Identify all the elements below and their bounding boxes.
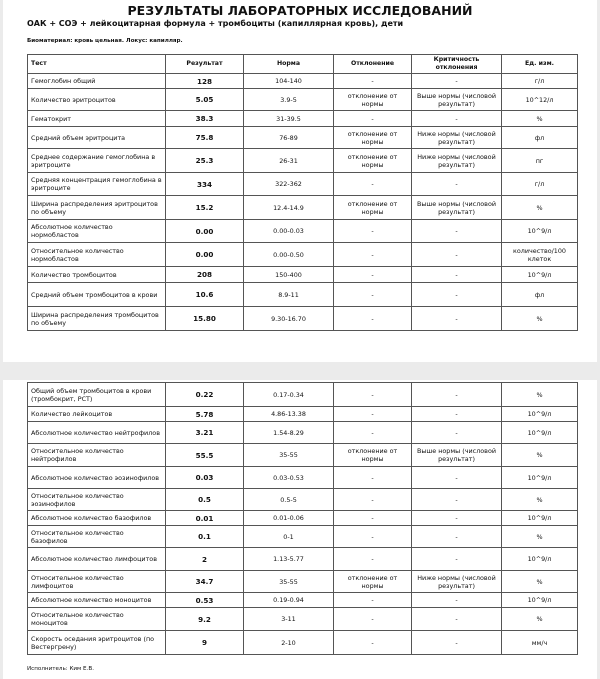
cell-result: 25.3 — [166, 149, 244, 173]
col-header-result: Результат — [166, 55, 244, 74]
results-table-page-1 — [27, 54, 578, 331]
cell-unit: % — [502, 111, 578, 127]
cell-unit: % — [502, 571, 578, 593]
cell-unit: г/л — [502, 74, 578, 89]
cell-unit: 10^9/л — [502, 467, 578, 489]
cell-deviation: - — [334, 111, 412, 127]
cell-test: Ширина распределения тромбоцитов по объему — [28, 307, 166, 331]
cell-norm: 322-362 — [244, 173, 334, 196]
cell-criticality: - — [412, 74, 502, 89]
cell-norm: 0.17-0.34 — [244, 383, 334, 407]
cell-unit: 10^12/л — [502, 89, 578, 111]
cell-unit: 10^9/л — [502, 548, 578, 571]
table-row — [28, 526, 578, 548]
cell-result: 55.5 — [166, 444, 244, 467]
cell-deviation: - — [334, 267, 412, 283]
table-row — [28, 243, 578, 267]
cell-deviation: - — [334, 74, 412, 89]
cell-result: 38.3 — [166, 111, 244, 127]
cell-norm: 35-55 — [244, 444, 334, 467]
cell-test: Абсолютное количество нейтрофилов — [28, 422, 166, 444]
cell-result: 9.2 — [166, 608, 244, 631]
cell-norm: 3.9-5 — [244, 89, 334, 111]
cell-norm: 1.13-5.77 — [244, 548, 334, 571]
cell-criticality: - — [412, 173, 502, 196]
cell-test: Средний объем тромбоцитов в крови — [28, 283, 166, 307]
cell-criticality: - — [412, 267, 502, 283]
cell-criticality: Выше нормы (числовой результат) — [412, 89, 502, 111]
cell-result: 128 — [166, 74, 244, 89]
cell-result: 5.05 — [166, 89, 244, 111]
cell-criticality: - — [412, 608, 502, 631]
cell-test: Количество лейкоцитов — [28, 407, 166, 422]
cell-norm: 12.4-14.9 — [244, 196, 334, 220]
cell-deviation: - — [334, 283, 412, 307]
cell-unit: количество/100 клеток — [502, 243, 578, 267]
cell-test: Абсолютное количество базофилов — [28, 511, 166, 526]
cell-test: Скорость оседания эритроцитов (по Вестергрену) — [28, 631, 166, 655]
cell-result: 10.6 — [166, 283, 244, 307]
cell-criticality: Ниже нормы (числовой результат) — [412, 149, 502, 173]
cell-norm: 1.54-8.29 — [244, 422, 334, 444]
cell-norm: 0.19-0.94 — [244, 593, 334, 608]
report-page-2 — [3, 380, 597, 679]
cell-criticality: Выше нормы (числовой результат) — [412, 196, 502, 220]
cell-unit: фл — [502, 283, 578, 307]
cell-norm: 4.86-13.38 — [244, 407, 334, 422]
cell-norm: 26-31 — [244, 149, 334, 173]
cell-criticality: - — [412, 511, 502, 526]
cell-unit: % — [502, 608, 578, 631]
table-row — [28, 608, 578, 631]
cell-deviation: отклонение от нормы — [334, 444, 412, 467]
cell-unit: 10^9/л — [502, 593, 578, 608]
cell-deviation: - — [334, 173, 412, 196]
cell-criticality: - — [412, 111, 502, 127]
cell-deviation: - — [334, 593, 412, 608]
cell-unit: г/л — [502, 173, 578, 196]
cell-unit: % — [502, 196, 578, 220]
cell-criticality: Ниже нормы (числовой результат) — [412, 571, 502, 593]
cell-test: Среднее содержание гемоглобина в эритроците — [28, 149, 166, 173]
cell-norm: 0.00-0.03 — [244, 220, 334, 243]
col-header-unit: Ед. изм. — [502, 55, 578, 74]
table-row — [28, 196, 578, 220]
col-header-criticality: Критичность отклонения — [412, 55, 502, 74]
cell-unit: фл — [502, 127, 578, 149]
cell-result: 0.1 — [166, 526, 244, 548]
cell-criticality: - — [412, 383, 502, 407]
cell-deviation: - — [334, 220, 412, 243]
cell-deviation: - — [334, 511, 412, 526]
cell-deviation: - — [334, 489, 412, 511]
cell-deviation: - — [334, 422, 412, 444]
cell-deviation: отклонение от нормы — [334, 571, 412, 593]
cell-norm: 2-10 — [244, 631, 334, 655]
cell-unit: 10^9/л — [502, 267, 578, 283]
table-row — [28, 307, 578, 331]
table-row — [28, 511, 578, 526]
cell-deviation: - — [334, 307, 412, 331]
cell-unit: 10^9/л — [502, 422, 578, 444]
cell-norm: 150-400 — [244, 267, 334, 283]
cell-test: Относительное количество лимфоцитов — [28, 571, 166, 593]
cell-norm: 31-39.5 — [244, 111, 334, 127]
cell-deviation: - — [334, 608, 412, 631]
table-row — [28, 571, 578, 593]
cell-criticality: - — [412, 467, 502, 489]
cell-norm: 76-89 — [244, 127, 334, 149]
cell-result: 0.03 — [166, 467, 244, 489]
cell-unit: % — [502, 489, 578, 511]
table-row — [28, 127, 578, 149]
report-title: РЕЗУЛЬТАТЫ ЛАБОРАТОРНЫХ ИССЛЕДОВАНИЙ — [127, 3, 473, 18]
cell-norm: 104-140 — [244, 74, 334, 89]
cell-result: 0.5 — [166, 489, 244, 511]
table-row — [28, 631, 578, 655]
cell-criticality: - — [412, 526, 502, 548]
cell-test: Относительное количество нейтрофилов — [28, 444, 166, 467]
table-header-row — [28, 55, 578, 74]
col-header-norm: Норма — [244, 55, 334, 74]
cell-result: 2 — [166, 548, 244, 571]
table-row — [28, 267, 578, 283]
cell-criticality: - — [412, 422, 502, 444]
cell-criticality: - — [412, 407, 502, 422]
cell-deviation: - — [334, 407, 412, 422]
table-row — [28, 383, 578, 407]
cell-deviation: отклонение от нормы — [334, 89, 412, 111]
table-row — [28, 407, 578, 422]
cell-criticality: - — [412, 548, 502, 571]
table-row — [28, 283, 578, 307]
table-row — [28, 89, 578, 111]
cell-deviation: отклонение от нормы — [334, 127, 412, 149]
table-row — [28, 489, 578, 511]
cell-deviation: отклонение от нормы — [334, 149, 412, 173]
cell-result: 15.2 — [166, 196, 244, 220]
cell-criticality: - — [412, 307, 502, 331]
cell-test: Относительное количество эозинофилов — [28, 489, 166, 511]
cell-test: Ширина распределения эритроцитов по объему — [28, 196, 166, 220]
col-header-test: Тест — [28, 55, 166, 74]
cell-deviation: - — [334, 526, 412, 548]
cell-criticality: - — [412, 489, 502, 511]
table-row — [28, 74, 578, 89]
cell-unit: % — [502, 526, 578, 548]
cell-unit: пг — [502, 149, 578, 173]
cell-norm: 0.5-5 — [244, 489, 334, 511]
cell-test: Абсолютное количество нормобластов — [28, 220, 166, 243]
cell-criticality: - — [412, 243, 502, 267]
cell-test: Относительное количество моноцитов — [28, 608, 166, 631]
cell-criticality: - — [412, 220, 502, 243]
cell-test: Общий объем тромбоцитов в крови (тромбокрит, PCT) — [28, 383, 166, 407]
cell-unit: 10^9/л — [502, 511, 578, 526]
cell-unit: % — [502, 307, 578, 331]
cell-norm: 0.03-0.53 — [244, 467, 334, 489]
cell-deviation: - — [334, 548, 412, 571]
cell-deviation: - — [334, 383, 412, 407]
cell-criticality: - — [412, 283, 502, 307]
cell-result: 0.01 — [166, 511, 244, 526]
cell-norm: 35-55 — [244, 571, 334, 593]
cell-test: Количество эритроцитов — [28, 89, 166, 111]
cell-result: 15.80 — [166, 307, 244, 331]
table-row — [28, 173, 578, 196]
report-subtitle: ОАК + СОЭ + лейкоцитарная формула + тромбоциты (капиллярная кровь), дети — [27, 19, 404, 28]
report-page-1 — [3, 0, 597, 362]
cell-deviation: - — [334, 631, 412, 655]
executor-signature: Исполнитель: Ким Е.В. — [27, 666, 94, 672]
cell-norm: 0-1 — [244, 526, 334, 548]
cell-test: Абсолютное количество лимфоцитов — [28, 548, 166, 571]
cell-result: 334 — [166, 173, 244, 196]
cell-test: Гемоглобин общий — [28, 74, 166, 89]
cell-unit: % — [502, 444, 578, 467]
cell-test: Абсолютное количество моноцитов — [28, 593, 166, 608]
table-row — [28, 548, 578, 571]
table-row — [28, 220, 578, 243]
cell-deviation: - — [334, 467, 412, 489]
cell-test: Относительное количество базофилов — [28, 526, 166, 548]
col-header-deviation: Отклонение — [334, 55, 412, 74]
cell-norm: 8.9-11 — [244, 283, 334, 307]
table-row — [28, 422, 578, 444]
cell-result: 9 — [166, 631, 244, 655]
cell-norm: 9.30-16.70 — [244, 307, 334, 331]
cell-result: 3.21 — [166, 422, 244, 444]
table-row — [28, 467, 578, 489]
cell-criticality: Ниже нормы (числовой результат) — [412, 127, 502, 149]
cell-result: 75.8 — [166, 127, 244, 149]
cell-result: 34.7 — [166, 571, 244, 593]
cell-deviation: - — [334, 243, 412, 267]
table-row — [28, 149, 578, 173]
cell-test: Абсолютное количество эозинофилов — [28, 467, 166, 489]
cell-criticality: Выше нормы (числовой результат) — [412, 444, 502, 467]
cell-result: 208 — [166, 267, 244, 283]
results-table-page-2 — [27, 382, 578, 655]
cell-unit: 10^9/л — [502, 220, 578, 243]
cell-result: 5.78 — [166, 407, 244, 422]
cell-test: Гематокрит — [28, 111, 166, 127]
cell-test: Количество тромбоцитов — [28, 267, 166, 283]
cell-result: 0.22 — [166, 383, 244, 407]
cell-test: Средняя концентрация гемоглобина в эритроците — [28, 173, 166, 196]
cell-norm: 0.01-0.06 — [244, 511, 334, 526]
cell-unit: мм/ч — [502, 631, 578, 655]
table-row — [28, 593, 578, 608]
table-row — [28, 444, 578, 467]
table-row — [28, 111, 578, 127]
cell-criticality: - — [412, 631, 502, 655]
cell-result: 0.53 — [166, 593, 244, 608]
biomaterial-info: Биоматериал: кровь цельная. Локус: капилляр. — [27, 38, 183, 44]
cell-deviation: отклонение от нормы — [334, 196, 412, 220]
cell-result: 0.00 — [166, 243, 244, 267]
cell-unit: % — [502, 383, 578, 407]
cell-result: 0.00 — [166, 220, 244, 243]
cell-norm: 0.00-0.50 — [244, 243, 334, 267]
cell-norm: 3-11 — [244, 608, 334, 631]
cell-unit: 10^9/л — [502, 407, 578, 422]
cell-test: Относительное количество нормобластов — [28, 243, 166, 267]
cell-criticality: - — [412, 593, 502, 608]
cell-test: Средний объем эритроцита — [28, 127, 166, 149]
